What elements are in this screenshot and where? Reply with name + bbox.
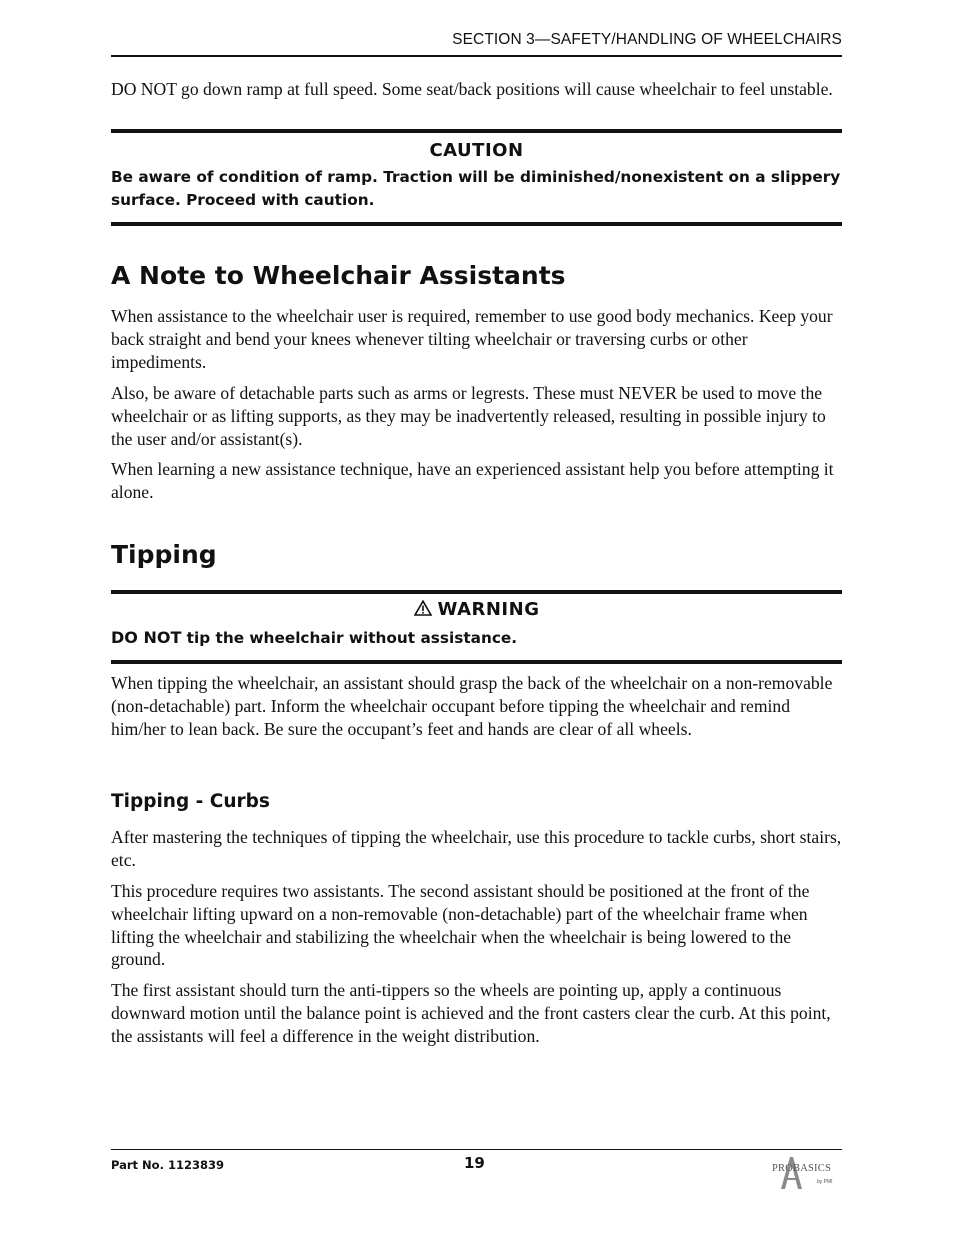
warning-text-rest: tip the wheelchair without assistance.: [181, 629, 518, 647]
page-number: 19: [464, 1154, 485, 1172]
warning-bottom-rule: [111, 660, 842, 664]
warning-title-row: [111, 599, 842, 620]
assistants-paragraph-3: When learning a new assistance technique, have an experienced assistant help you before attempting it alone.: [111, 459, 834, 502]
warning-top-rule: [111, 590, 842, 594]
warning-title: WARNING: [437, 599, 540, 620]
footer-rule: [111, 1149, 842, 1150]
assistants-heading: A Note to Wheelchair Assistants: [111, 261, 566, 290]
section-header: SECTION 3—SAFETY/HANDLING OF WHEELCHAIRS: [452, 31, 842, 48]
caution-title: CAUTION: [429, 140, 524, 161]
warning-text-emphasis: DO NOT: [111, 628, 182, 647]
intro-paragraph: DO NOT go down ramp at full speed. Some seat/back positions will cause wheelchair to feel unstable.: [111, 79, 833, 99]
caution-bottom-rule: [111, 222, 842, 226]
curbs-paragraph-1: After mastering the techniques of tipping the wheelchair, use this procedure to tackle curbs, short stairs, etc.: [111, 827, 842, 870]
tipping-heading: Tipping: [111, 540, 217, 569]
assistants-paragraph-2: Also, be aware of detachable parts such as arms or legrests. These must NEVER be used to move the wheelchair or as lifting supports, as they may be inadvertently released, resulting in possible injury to the user and/or assistant(s).: [111, 383, 826, 449]
warning-text: [111, 627, 842, 650]
curbs-paragraph-2: This procedure requires two assistants. The second assistant should be positioned at the front of the wheelchair lifting upward on a non-removable (non-detachable) part of the wheelchair frame when lifting the wheelchair and stabilizing the wheelchair when the wheelchair is being lowered to the ground.: [111, 881, 810, 970]
curbs-paragraph-3: The first assistant should turn the anti-tippers so the wheels are pointing up, apply a continuous downward motion until the balance point is achieved and the front casters clear the curb. At this point, the assistants will feel a difference in the weight distribution.: [111, 980, 831, 1046]
caution-top-rule: [111, 129, 842, 133]
caution-text: Be aware of condition of ramp. Traction will be diminished/nonexistent on a slippery surface. Proceed with caution.: [111, 168, 841, 209]
header-rule: [111, 55, 842, 57]
curbs-heading: Tipping - Curbs: [111, 791, 270, 812]
logo-brand: PROBASICS: [772, 1163, 831, 1174]
warning-triangle-icon: [414, 600, 432, 616]
logo-sub: by PMI: [817, 1179, 833, 1185]
assistants-paragraph-1: When assistance to the wheelchair user is required, remember to use good body mechanics. Keep your back straight and bend your knees whenever tilting wheelchair or traversing curbs or other impediments.: [111, 306, 833, 372]
part-number: Part No. 1123839: [111, 1158, 224, 1172]
probasics-logo: [771, 1154, 841, 1190]
tipping-paragraph: When tipping the wheelchair, an assistant should grasp the back of the wheelchair on a non-removable (non-detachable) part. Inform the wheelchair occupant before tipping the wheelchair and remind him/her to lean back. Be sure the occupant’s feet and hands are clear of all wheels.: [111, 673, 833, 739]
document-page: [111, 0, 842, 1235]
